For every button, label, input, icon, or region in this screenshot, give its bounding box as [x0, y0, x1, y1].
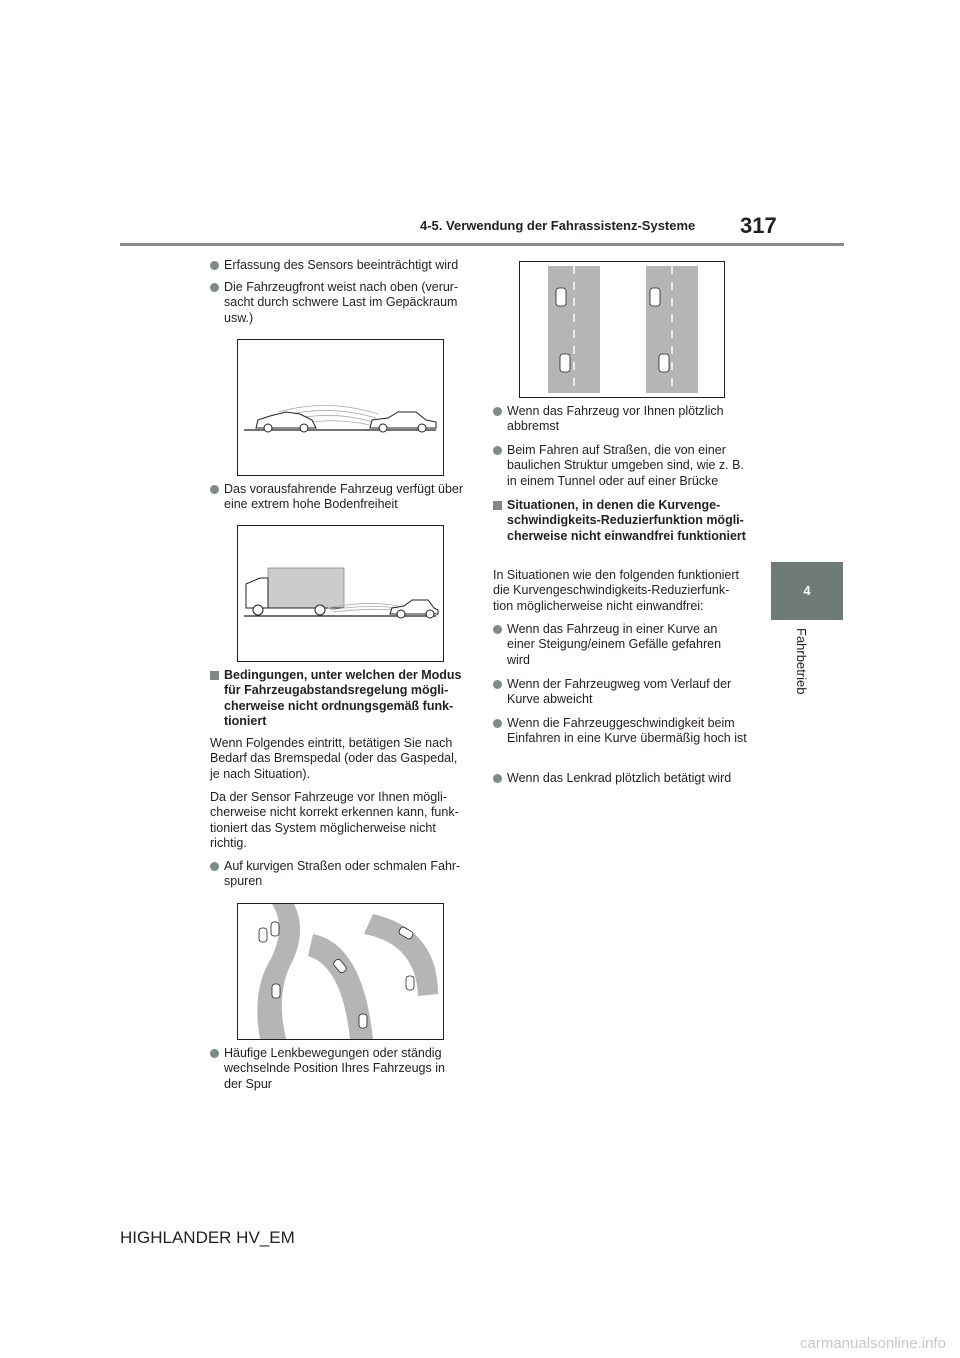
bullet-high-clearance: [210, 482, 464, 513]
chapter-tab[interactable]: 4: [771, 562, 843, 620]
car-icon: [556, 288, 566, 306]
chapter-label: Fahrbetrieb: [794, 628, 809, 695]
bullet-front-up: [210, 280, 464, 326]
bullet-text: Wenn das Lenkrad plötzlich betätigt wird: [507, 771, 732, 785]
truck-icon: [246, 578, 268, 608]
section-title: 4-5. Verwendung der Fahrassistenz-Systeme: [420, 218, 696, 233]
bullet-curvy-roads: [210, 859, 464, 890]
car-icon: [359, 1014, 367, 1028]
figure-braking-vehicle: [519, 261, 725, 398]
bullet-text: Wenn das Fahrzeug in einer Kurve an einer Steigung/einem Gefälle gefahren wird: [507, 622, 722, 667]
bullet-sudden-steering: [493, 771, 747, 786]
car-icon: [560, 354, 570, 372]
bullet-steering: [210, 1046, 464, 1092]
car-icon: [390, 600, 438, 618]
bullet-path-deviation: [493, 677, 747, 708]
bullet-text: Das vorausfahrende Fahrzeug verfügt über eine extrem hohe Bodenfreiheit: [224, 482, 464, 512]
paragraph-text: Wenn Folgendes eintritt, betätigen Sie nach Bedarf das Bremspedal (oder das Gaspedal, je nach Situation).: [210, 736, 458, 781]
bullet-tunnel-bridge: [493, 443, 747, 489]
heading-text: Situationen, in denen die Kurvenge-schwindigkeits-Reduzierfunktion mögli-cherweise nicht einwandfrei funktioniert: [507, 498, 746, 543]
page-number: 317: [740, 213, 777, 238]
heading-curve-speed: [493, 498, 747, 544]
bullet-sudden-brake: [493, 404, 747, 435]
car-icon: [659, 354, 669, 372]
bullet-slope-curve: [493, 622, 747, 668]
footer-model: HIGHLANDER HV_EM: [120, 1228, 295, 1247]
car-icon: [650, 288, 660, 306]
header-rule: [120, 243, 844, 246]
paragraph-text: Da der Sensor Fahrzeuge vor Ihnen mögli-cherweise nicht korrekt erkennen kann, funk-tioniert das System möglicherweise nicht richtig.: [210, 790, 459, 851]
bullet-text: Wenn das Fahrzeug vor Ihnen plötzlich abbremst: [507, 404, 724, 434]
bullet-text: Wenn der Fahrzeugweg vom Verlauf der Kurve abweicht: [507, 677, 732, 707]
watermark: carmanualsonline.info: [800, 1335, 946, 1352]
bullet-text: Wenn die Fahrzeuggeschwindigkeit beim Einfahren in eine Kurve übermäßig hoch ist: [507, 716, 747, 746]
car-icon: [406, 976, 414, 990]
paragraph-text: In Situationen wie den folgenden funktioniert die Kurvengeschwindigkeits-Reduzierfunk-tion möglicherweise nicht einwandfrei:: [493, 568, 740, 613]
heading-text: Bedingungen, unter welchen der Modus für Fahrzeugabstandsregelung mögli-cherweise nicht ordnungsgemäß funk-tioniert: [224, 668, 462, 729]
continuation-label: Erfassung des Sensors beeinträchtigt wird: [224, 258, 459, 272]
figure-truck-clearance: [237, 525, 444, 662]
paragraph-curve-speed: [493, 568, 749, 614]
continuation-text: [210, 258, 464, 273]
car-icon: [370, 412, 436, 432]
figure-curvy-roads: [237, 903, 444, 1040]
bullet-excess-speed: [493, 716, 747, 747]
car-icon: [271, 922, 279, 936]
paragraph-sensor: [210, 790, 466, 852]
figure-car-nose-up: [237, 339, 444, 476]
bullet-text: Häufige Lenkbewegungen oder ständig wechselnde Position Ihres Fahrzeugs in der Spur: [224, 1046, 445, 1091]
paragraph-brake-advice: [210, 736, 466, 782]
car-icon: [272, 984, 280, 998]
bullet-text: Beim Fahren auf Straßen, die von einer baulichen Struktur umgeben sind, wie z. B. in einem Tunnel oder auf einer Brücke: [507, 443, 744, 488]
heading-distance-control: [210, 668, 464, 730]
bullet-text: Die Fahrzeugfront weist nach oben (verur-sacht durch schwere Last im Gepäckraum usw.): [224, 280, 459, 325]
car-icon: [259, 928, 267, 942]
bullet-text: Auf kurvigen Straßen oder schmalen Fahr-spuren: [224, 859, 461, 889]
car-icon: [256, 412, 316, 432]
